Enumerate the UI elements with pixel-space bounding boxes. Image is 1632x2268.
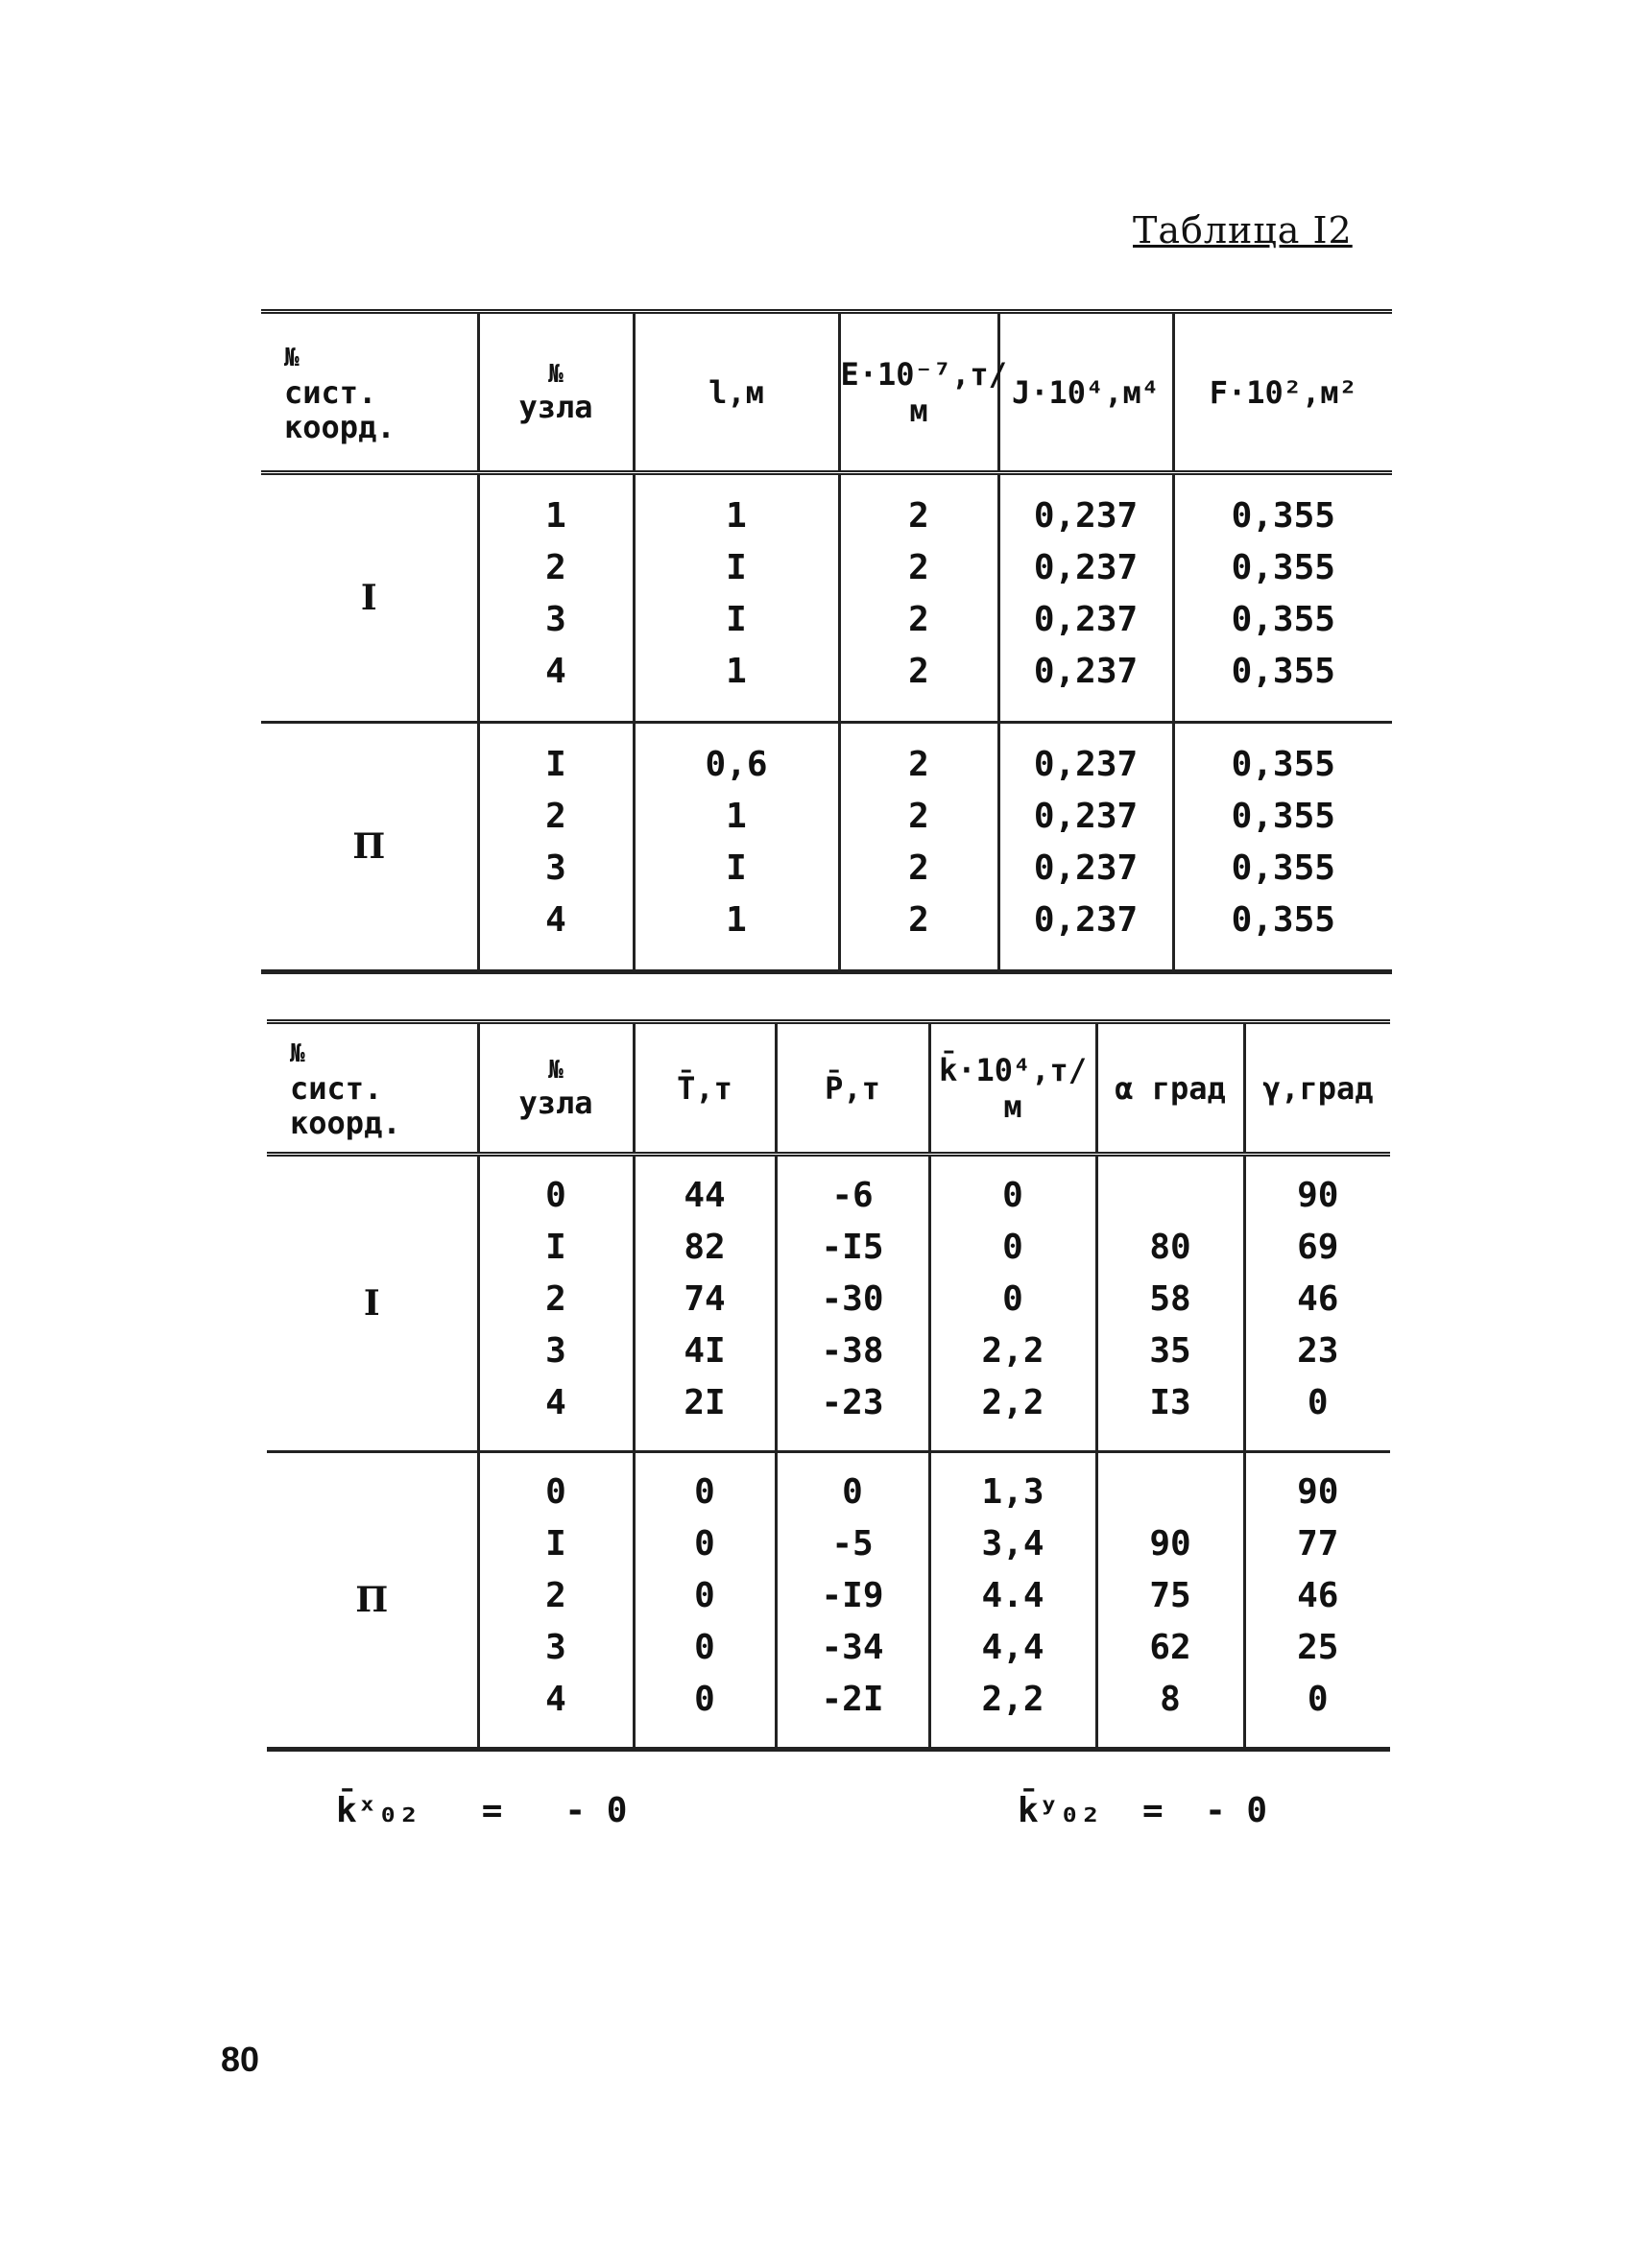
header-k-stiffness: k̄·10⁴,т/м: [929, 1022, 1096, 1155]
j-value: 0,237: [1033, 848, 1139, 888]
table-row: [261, 723, 1392, 972]
j-column-cell: [998, 473, 1173, 723]
table-1: [261, 309, 1392, 974]
l-value: I: [726, 548, 747, 587]
header-moment-inertia: J·10⁴,м⁴: [998, 312, 1173, 473]
header-elastic-modulus: E·10⁻⁷,т/м: [839, 312, 998, 473]
f-value: 0,355: [1231, 848, 1335, 888]
alpha-value: I3: [1149, 1383, 1191, 1422]
e-column-cell: [839, 473, 998, 723]
l-value: 0,6: [705, 745, 768, 784]
p-value: -I5: [821, 1228, 884, 1267]
alpha-column-cell: [1096, 1452, 1244, 1750]
f-value: 0,355: [1231, 496, 1335, 536]
j-column-cell: [998, 723, 1173, 972]
table-row: [267, 1452, 1390, 1750]
f-value: 0,355: [1231, 900, 1335, 940]
nodes-value: 4: [545, 900, 566, 940]
j-value: 0,237: [1033, 652, 1139, 691]
e-value: 2: [908, 652, 929, 691]
system-cell: I: [267, 1155, 478, 1452]
footnote-ky: k̄ʸ₀₂ = - 0: [1018, 1791, 1268, 1830]
gamma-value: 46: [1297, 1576, 1339, 1615]
footnote-kx: k̄ˣ₀₂ = - 0: [336, 1791, 628, 1830]
alpha-value: 35: [1149, 1331, 1191, 1371]
gamma-value: 0: [1307, 1383, 1329, 1422]
p-value: -I9: [821, 1576, 884, 1615]
k-value: 0: [1002, 1176, 1023, 1215]
header-node: № узла: [478, 1022, 634, 1155]
header-system: № сист. коорд.: [261, 312, 478, 473]
k-value: 4,4: [981, 1628, 1044, 1667]
table-row: [261, 473, 1392, 723]
p-value: -30: [821, 1279, 884, 1319]
header-length: l,м: [634, 312, 839, 473]
nodes-value: 2: [545, 1279, 566, 1319]
nodes-column-cell: [478, 723, 634, 972]
k-value: 4.4: [981, 1576, 1044, 1615]
header-system: № сист. коорд.: [267, 1022, 478, 1155]
e-value: 2: [908, 496, 929, 536]
j-value: 0,237: [1033, 745, 1139, 784]
t-value: 82: [684, 1228, 726, 1267]
j-value: 0,237: [1033, 548, 1139, 587]
nodes-value: 0: [545, 1472, 566, 1512]
e-value: 2: [908, 797, 929, 836]
p-column-cell: [776, 1452, 929, 1750]
alpha-value: [1098, 1170, 1243, 1222]
header-node: № узла: [478, 312, 634, 473]
t-value: 0: [694, 1472, 715, 1512]
k-value: 2,2: [981, 1680, 1044, 1719]
t-value: 0: [694, 1524, 715, 1564]
header-p-force: P̄,т: [776, 1022, 929, 1155]
l-column-cell: [634, 723, 839, 972]
gamma-value: 46: [1297, 1279, 1339, 1319]
k-value: 0: [1002, 1279, 1023, 1319]
nodes-column-cell: [478, 473, 634, 723]
t-value: 44: [684, 1176, 726, 1215]
gamma-column-cell: [1244, 1452, 1390, 1750]
k-column-cell: [929, 1155, 1096, 1452]
gamma-value: 77: [1297, 1524, 1339, 1564]
k-value: 3,4: [981, 1524, 1044, 1564]
t-value: 0: [694, 1680, 715, 1719]
nodes-value: 2: [545, 797, 566, 836]
alpha-value: [1098, 1467, 1243, 1518]
p-value: -38: [821, 1331, 884, 1371]
k-value: 2,2: [981, 1383, 1044, 1422]
nodes-value: I: [545, 1228, 566, 1267]
j-value: 0,237: [1033, 797, 1139, 836]
page-number: 80: [221, 2040, 260, 2079]
gamma-value: 90: [1297, 1176, 1339, 1215]
f-column-cell: [1173, 473, 1392, 723]
l-value: 1: [726, 496, 747, 536]
p-column-cell: [776, 1155, 929, 1452]
k-value: 1,3: [981, 1472, 1044, 1512]
gamma-value: 69: [1297, 1228, 1339, 1267]
p-value: -23: [821, 1383, 884, 1422]
l-column-cell: [634, 473, 839, 723]
f-value: 0,355: [1231, 600, 1335, 639]
nodes-value: 3: [545, 1331, 566, 1371]
e-column-cell: [839, 723, 998, 972]
l-value: 1: [726, 652, 747, 691]
p-value: -6: [831, 1176, 874, 1215]
nodes-value: 4: [545, 1383, 566, 1422]
l-value: 1: [726, 797, 747, 836]
p-value: -34: [821, 1628, 884, 1667]
p-value: -5: [831, 1524, 874, 1564]
table-2: [267, 1019, 1390, 1752]
f-column-cell: [1173, 723, 1392, 972]
gamma-column-cell: [1244, 1155, 1390, 1452]
nodes-value: 2: [545, 1576, 566, 1615]
alpha-value: 80: [1149, 1228, 1191, 1267]
p-value: -2I: [821, 1680, 884, 1719]
nodes-column-cell: [478, 1155, 634, 1452]
e-value: 2: [908, 900, 929, 940]
gamma-value: 23: [1297, 1331, 1339, 1371]
e-value: 2: [908, 600, 929, 639]
j-value: 0,237: [1033, 900, 1139, 940]
nodes-value: 4: [545, 1680, 566, 1719]
t-column-cell: [634, 1155, 776, 1452]
alpha-value: 90: [1149, 1524, 1191, 1564]
k-value: 0: [1002, 1228, 1023, 1267]
alpha-value: 58: [1149, 1279, 1191, 1319]
t-value: 4I: [684, 1331, 726, 1371]
nodes-value: 3: [545, 600, 566, 639]
header-gamma: γ,град: [1244, 1022, 1390, 1155]
alpha-value: 62: [1149, 1628, 1191, 1667]
f-value: 0,355: [1231, 652, 1335, 691]
header-t-force: T̄,т: [634, 1022, 776, 1155]
header-alpha: α град: [1096, 1022, 1244, 1155]
t-value: 0: [694, 1576, 715, 1615]
table-caption: Таблица I2: [1133, 209, 1353, 251]
system-cell: I: [261, 473, 478, 723]
nodes-value: 2: [545, 548, 566, 587]
t-value: 74: [684, 1279, 726, 1319]
nodes-value: 3: [545, 848, 566, 888]
system-cell: П: [261, 723, 478, 972]
e-value: 2: [908, 848, 929, 888]
l-value: 1: [726, 900, 747, 940]
gamma-value: 90: [1297, 1472, 1339, 1512]
nodes-column-cell: [478, 1452, 634, 1750]
f-value: 0,355: [1231, 745, 1335, 784]
alpha-value: 8: [1160, 1680, 1181, 1719]
l-value: I: [726, 848, 747, 888]
gamma-value: 0: [1307, 1680, 1329, 1719]
f-value: 0,355: [1231, 797, 1335, 836]
nodes-value: I: [545, 1524, 566, 1564]
t-value: 0: [694, 1628, 715, 1667]
p-value: 0: [842, 1472, 863, 1512]
alpha-value: 75: [1149, 1576, 1191, 1615]
e-value: 2: [908, 745, 929, 784]
l-value: I: [726, 600, 747, 639]
j-value: 0,237: [1033, 600, 1139, 639]
k-value: 2,2: [981, 1331, 1044, 1371]
system-cell: П: [267, 1452, 478, 1750]
header-area: F·10²,м²: [1173, 312, 1392, 473]
nodes-value: 4: [545, 652, 566, 691]
t-column-cell: [634, 1452, 776, 1750]
t-value: 2I: [684, 1383, 726, 1422]
nodes-value: I: [545, 745, 566, 784]
k-column-cell: [929, 1452, 1096, 1750]
table-row: [267, 1155, 1390, 1452]
f-value: 0,355: [1231, 548, 1335, 587]
alpha-column-cell: [1096, 1155, 1244, 1452]
gamma-value: 25: [1297, 1628, 1339, 1667]
nodes-value: 1: [545, 496, 566, 536]
nodes-value: 0: [545, 1176, 566, 1215]
e-value: 2: [908, 548, 929, 587]
j-value: 0,237: [1033, 496, 1139, 536]
nodes-value: 3: [545, 1628, 566, 1667]
